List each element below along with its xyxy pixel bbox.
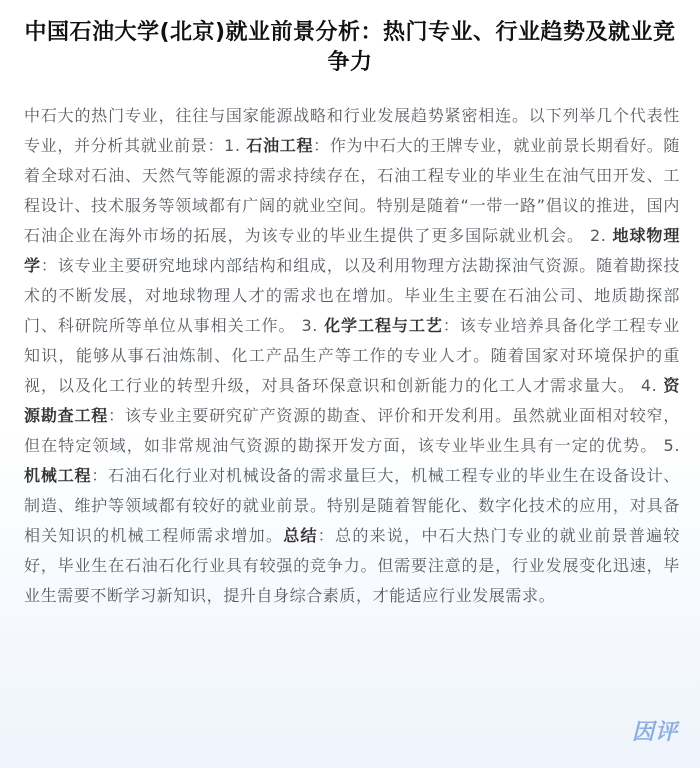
section-2-number: 2. <box>589 226 607 245</box>
section-3-text: ：该专业培养具备化学工程专业知识，能够从事石油炼制、化工产品生产等工作的专业人才。随着国家对环境保护的重视，以及化工行业的转型升级，对具备环保意识和创新能力的化工人才需求量大。 <box>24 316 681 395</box>
section-5-text: ：石油石化行业对机械设备的需求量巨大，机械工程专业的毕业生在设备设计、制造、维护等领域都有较好的就业前景。特别是随着智能化、数字化技术的应用，对具备相关知识的机械工程师需求增加。 <box>24 466 680 545</box>
section-3-number: 3. <box>301 316 318 335</box>
section-2-heading: 地球物理学 <box>24 226 681 275</box>
section-3-heading: 化学工程与工艺 <box>324 316 443 335</box>
watermark-logo: 因评 <box>631 720 678 745</box>
summary-heading: 总结 <box>283 526 318 545</box>
section-2-text: ：该专业主要研究地球内部结构和组成，以及利用物理方法勘探油气资源。随着勘探技术的不断发展，对地球物理人才的需求也在增加。毕业生主要在石油公司、地质勘探部门、科研院所等单位从事相关工作。 <box>24 256 680 335</box>
section-1-number: 1. <box>224 136 241 155</box>
section-1-text: ：作为中石大的王牌专业，就业前景长期看好。随着全球对石油、天然气等能源的需求持续存在，石油工程专业的毕业生在油气田开发、工程设计、技术服务等领域都有广阔的就业空间。特别是随着“一带一路”倡议的推进，国内石油企业在海外市场的拓展，为该专业的毕业生提供了更多国际就业机会。 <box>24 136 681 245</box>
section-4-heading: 资源勘查工程 <box>24 376 681 425</box>
section-5-number: 5. <box>663 436 681 455</box>
article-intro: 中石大的热门专业，往往与国家能源战略和行业发展趋势紧密相连。以下列举几个代表性专业，并分析其就业前景： <box>24 106 680 155</box>
section-5-heading: 机械工程 <box>24 466 92 485</box>
article-body <box>24 101 680 611</box>
article-title: 中国石油大学(北京)就业前景分析：热门专业、行业趋势及就业竞争力 <box>24 20 676 75</box>
section-4-number: 4. <box>640 376 658 395</box>
section-4-text: ：该专业主要研究矿产资源的勘查、评价和开发利用。虽然就业面相对较窄，但在特定领域，如非常规油气资源的勘探开发方面，该专业毕业生具有一定的优势。 <box>24 406 680 455</box>
summary-text: ：总的来说，中石大热门专业的就业前景普遍较好，毕业生在石油石化行业具有较强的竞争力。但需要注意的是，行业发展变化迅速，毕业生需要不断学习新知识，提升自身综合素质，才能适应行业发展需求。 <box>24 526 680 605</box>
section-1-heading: 石油工程 <box>246 136 314 155</box>
